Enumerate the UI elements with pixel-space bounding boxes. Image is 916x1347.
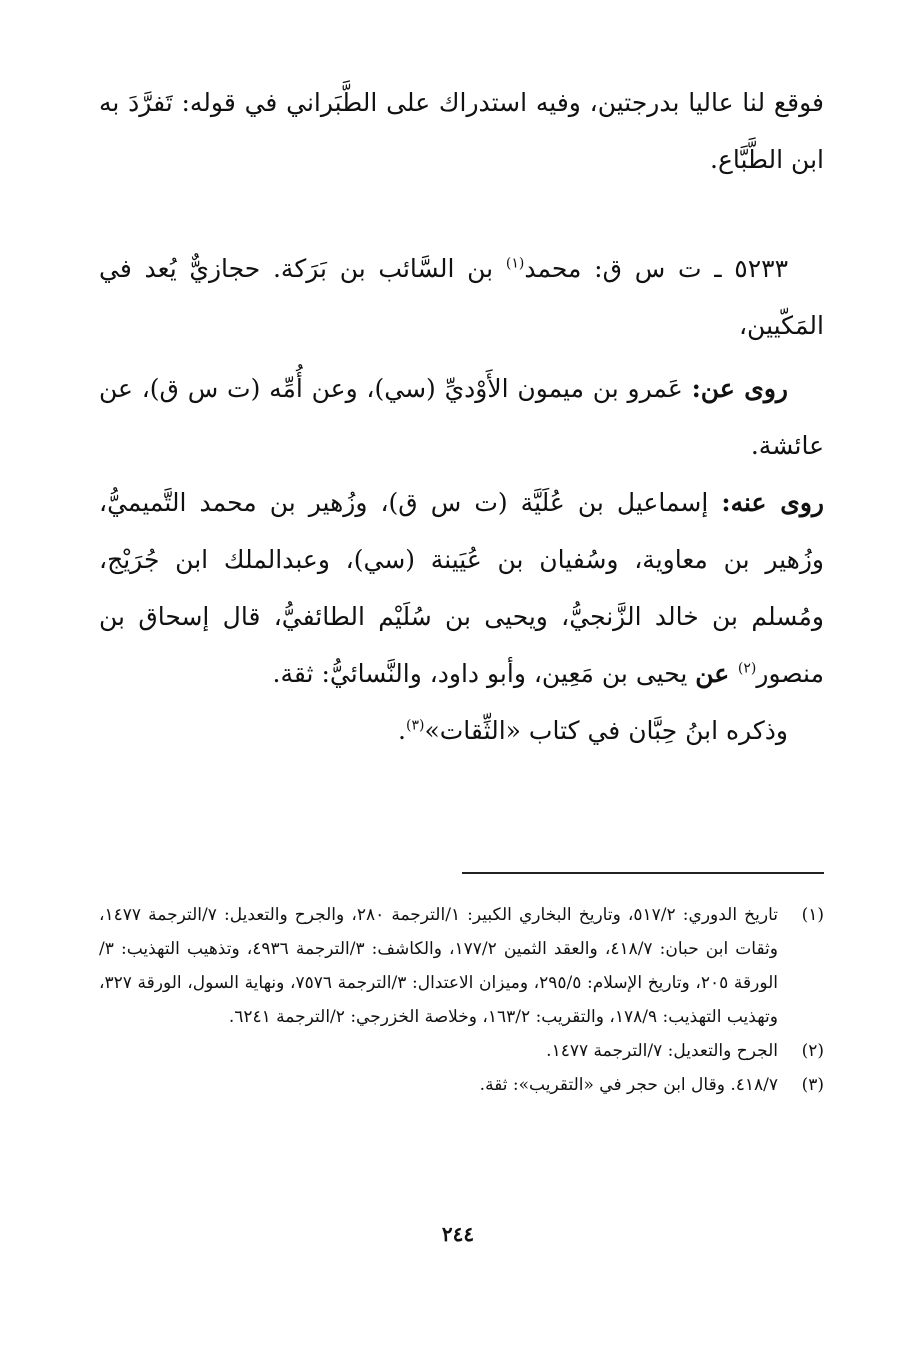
footnote-number: (٢): [801, 1041, 824, 1061]
footnote-3: [99, 1068, 824, 1102]
footnote-2: [99, 1034, 824, 1068]
mentioned-by-text: وذكره ابنُ حِبَّان في كتاب «الثِّقات»: [424, 716, 788, 745]
continuation-paragraph: [99, 74, 824, 188]
narrated-from-paragraph: [99, 360, 824, 474]
footnote-separator: [462, 872, 824, 874]
continuation-text: فوقع لنا عاليا بدرجتين، وفيه استدراك على الطَّبَراني في قوله: تَفرَّدَ به ابن الطَّبَّاع.: [99, 88, 824, 174]
narrated-from-label: روى عن:: [691, 374, 789, 403]
entry-lineage: بن السَّائب بن بَرَكة. حجازيٌّ يُعد في المَكّيين،: [99, 254, 824, 340]
footnote-text: تاريخ الدوري: ٥١٧/٢، وتاريخ البخاري الكبير: ١/الترجمة ٢٨٠، والجرح والتعديل: ٧/الترجمة ١٤٧٧، وثقات ابن حبان: ٤١٨/٧، والعقد الثمين ١٧٧/٢، والكاشف: ٣/الترجمة ٤٩٣٦، وتذهيب التهذيب: ٣/الورقة ٢٠٥، وتاريخ الإسلام: ٢٩٥/٥، وميزان الاعتدال: ٣/الترجمة ٧٥٧٦، ونهاية السول، الورقة ٣٢٧، وتهذيب التهذيب: ١٧٨/٩، والتقريب: ١٦٣/٢، وخلاصة الخزرجي: ٢/الترجمة ٦٢٤١.: [99, 905, 778, 1027]
footnote-ref-2[interactable]: (٢): [737, 660, 757, 677]
narrated-by-paragraph: [99, 474, 824, 702]
footnote-number: (١): [801, 905, 824, 925]
narrated-by-verdict: يحيى بن مَعِين، وأبو داود، والنَّسائيُّ: ثقة.: [272, 659, 696, 688]
narrated-by-an: عن: [695, 659, 738, 688]
page-number: ٢٤٤: [441, 1222, 475, 1246]
footnote-text: ٤١٨/٧. وقال ابن حجر في «التقريب»: ثقة.: [479, 1075, 778, 1095]
entry-heading-paragraph: [99, 240, 824, 354]
footnote-text: الجرح والتعديل: ٧/الترجمة ١٤٧٧.: [546, 1041, 778, 1061]
main-text: [99, 74, 824, 759]
narrated-from-text: عَمرو بن ميمون الأَوْديِّ (سي)، وعن أُمِّه (ت س ق)، عن عائشة.: [99, 374, 824, 460]
narrated-by-text: إسماعيل بن عُلَيَّة (ت س ق)، وزُهير بن محمد التَّميميُّ، وزُهير بن معاوية، وسُفيان بن عُيَينة (سي)، وعبدالملك ابن جُرَيْج، ومُسلم بن خالد الزَّنجيُّ، ويحيى بن سُلَيْم الطائفيُّ، قال إسحاق بن منصور: [99, 488, 824, 688]
mentioned-by-end: .: [398, 716, 406, 745]
footnotes: [99, 898, 824, 1102]
narrated-by-label: روى عنه:: [721, 488, 824, 517]
footnote-ref-1[interactable]: (١): [505, 255, 525, 272]
footnote-ref-3[interactable]: (٣): [406, 717, 425, 734]
footnote-1: [99, 898, 824, 1034]
footnote-number: (٣): [801, 1075, 824, 1095]
mentioned-by-paragraph: [99, 702, 824, 759]
entry-number-and-name: ٥٢٣٣ ـ ت س ق: محمد: [524, 254, 788, 283]
